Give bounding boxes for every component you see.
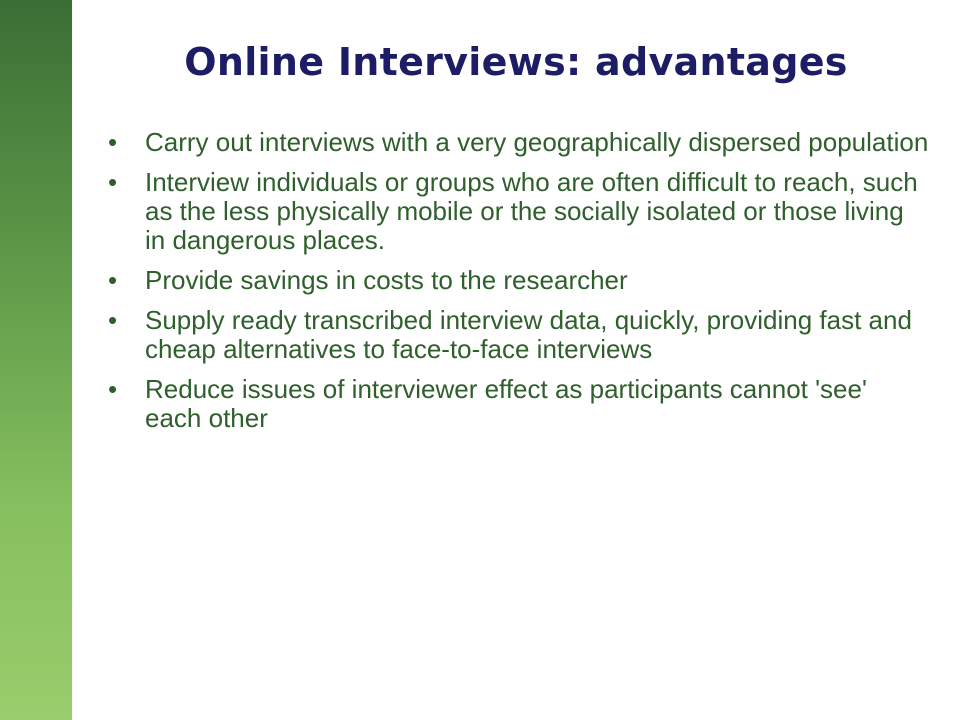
bullet-item [108,128,930,157]
bullet-item [108,168,930,255]
bullet-item [108,375,930,433]
bullet-item [108,306,930,364]
slide-title: Online Interviews: advantages [184,40,848,84]
bullet-text: Carry out interviews with a very geographically dispersed population [145,127,929,157]
bullet-text: Provide savings in costs to the researcher [145,265,628,295]
bullet-text: Reduce issues of interviewer effect as participants cannot 'see' each other [145,374,867,433]
bullet-item [108,266,930,295]
bullet-text: Supply ready transcribed interview data, quickly, providing fast and cheap alternatives to face-to-face interviews [145,305,912,364]
bullet-icon: • [108,374,118,404]
bullet-icon: • [108,305,118,335]
bullet-icon: • [108,127,118,157]
bullet-icon: • [108,167,118,197]
bullet-list [108,128,930,444]
bullet-icon: • [108,265,118,295]
bullet-text: Interview individuals or groups who are often difficult to reach, such as the less physically mobile or the socially isolated or those living in dangerous places. [145,167,918,255]
green-side-bar [0,0,72,720]
